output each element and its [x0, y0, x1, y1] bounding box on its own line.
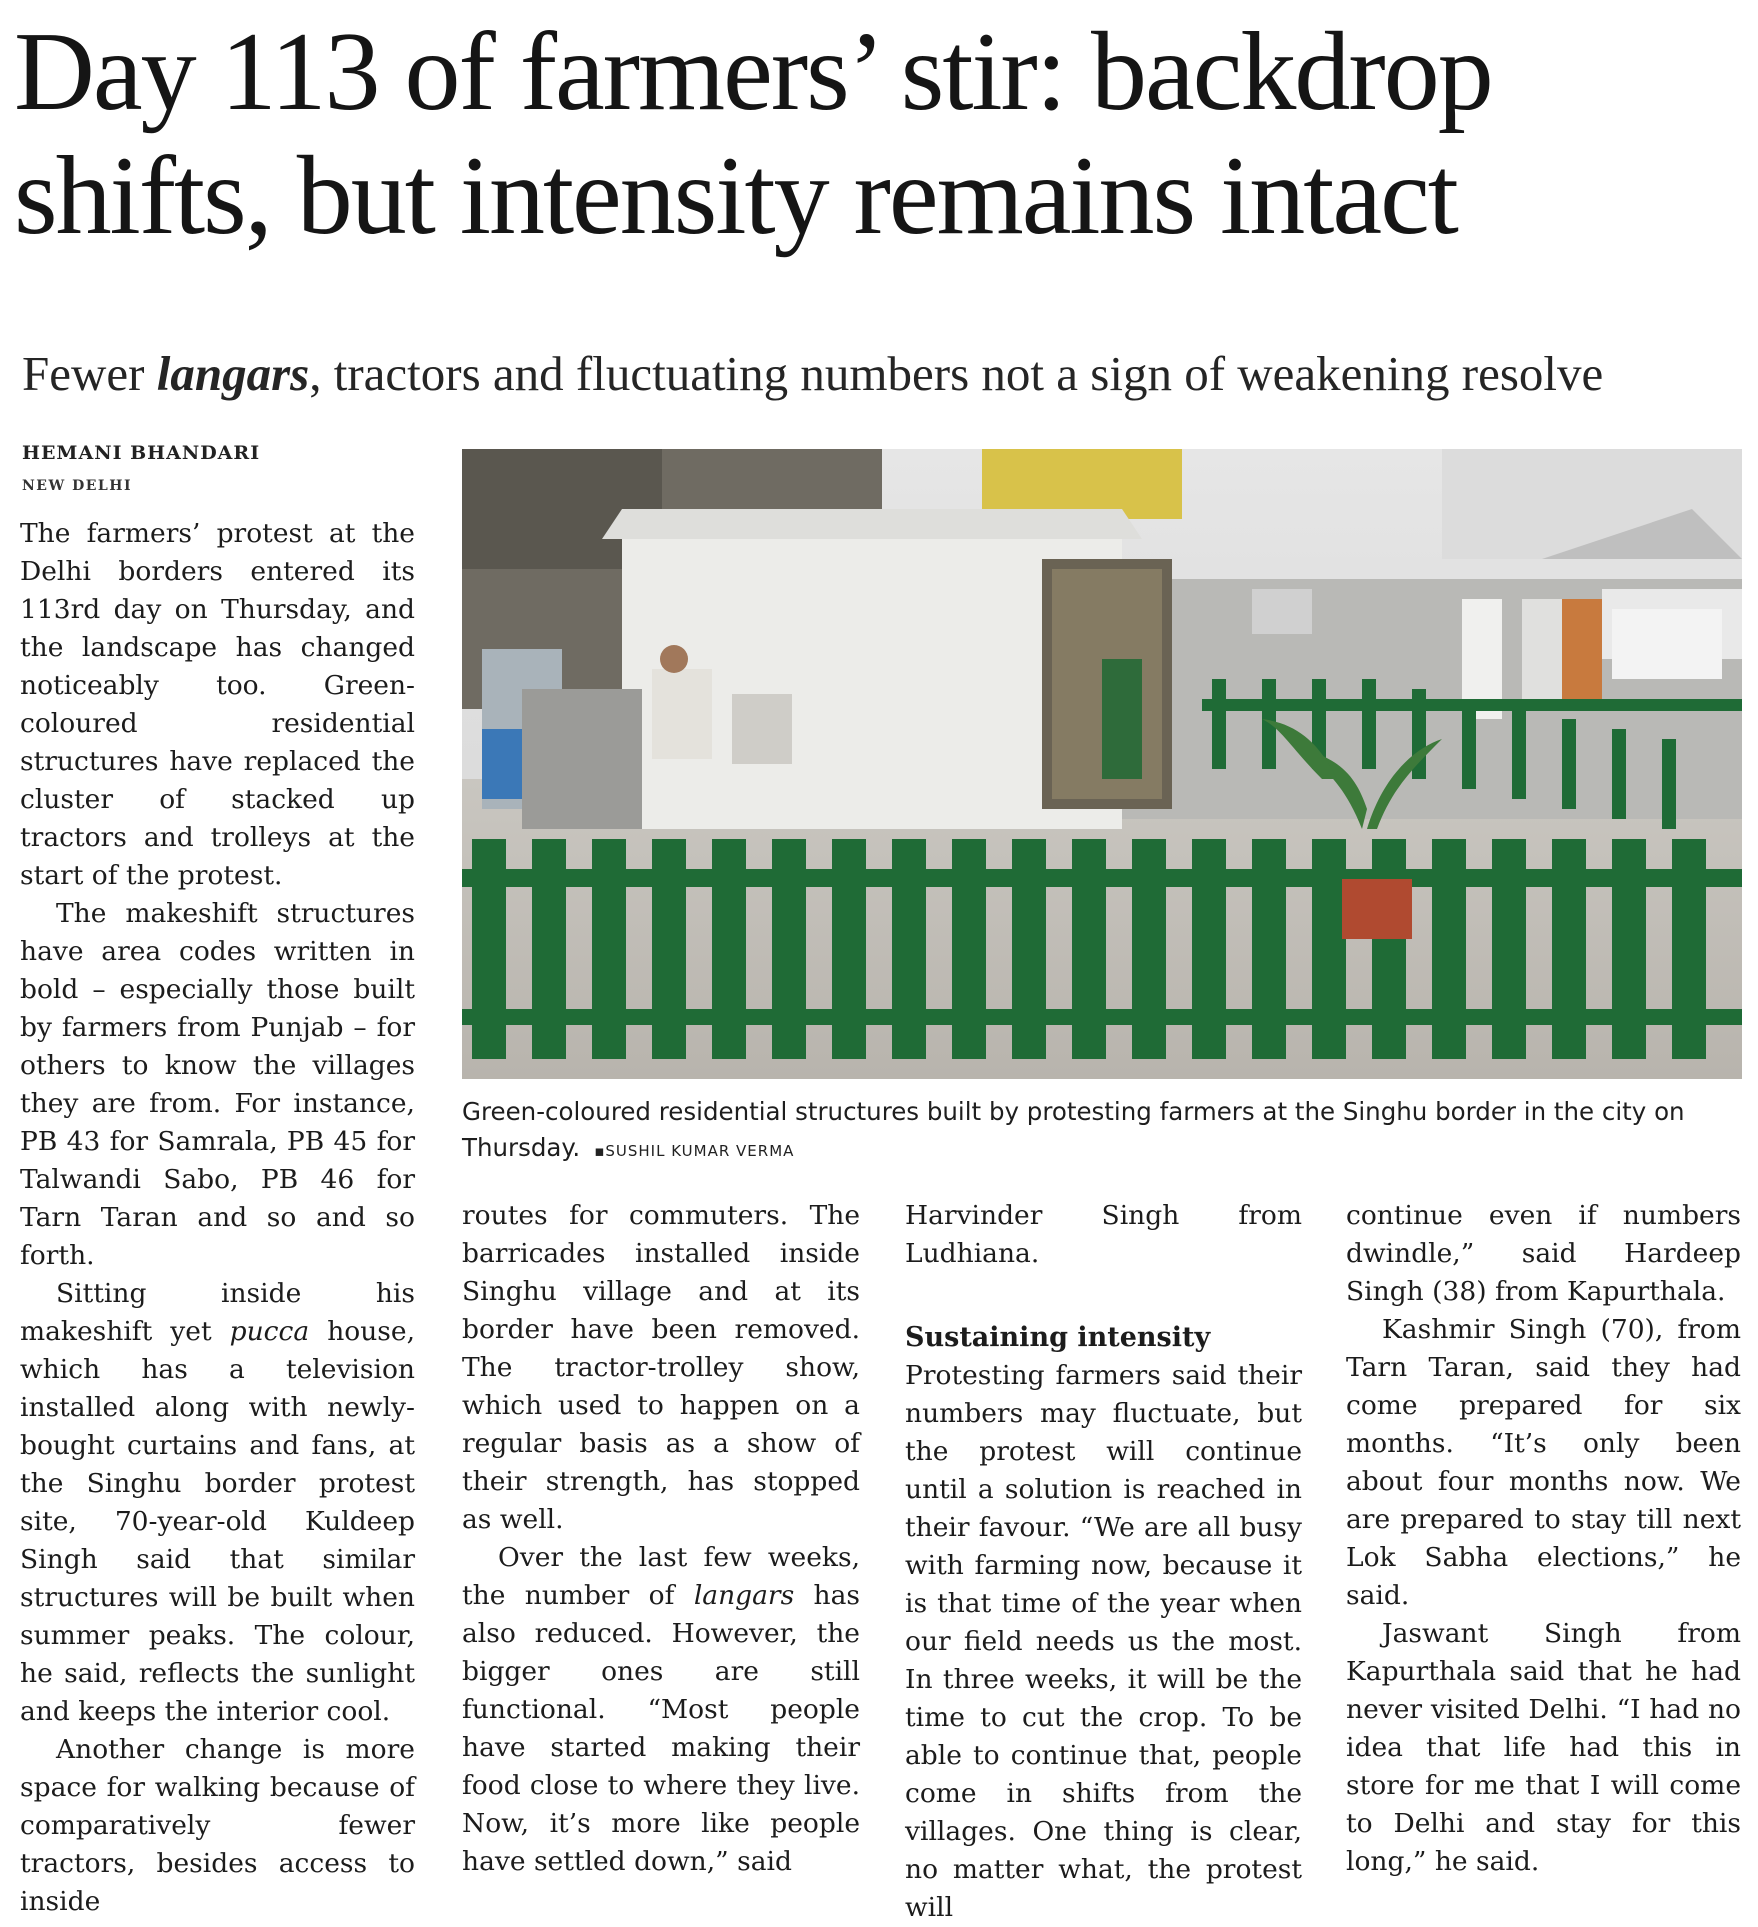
- dateline: NEW DELHI: [22, 478, 132, 494]
- body-column-1: [20, 515, 415, 1921]
- paragraph-3-emphasis: pucca: [229, 1316, 310, 1347]
- headline-line-1: Day 113 of farmers’ stir: backdrop: [14, 10, 1492, 134]
- photo-caption: [462, 1094, 1752, 1169]
- paragraph-8: Jaswant Singh from Kapurthala said that he had never visited Delhi. “I had no idea that life had this in store for me that I will come to Delhi and stay for this long,” he said.: [1346, 1618, 1741, 1877]
- paragraph-5-end: has also reduced. However, the bigger ones are still functional. “Most people have started making their food close to where they live. Now, it’s more like people have settled down,” said: [462, 1580, 861, 1877]
- section-subheading: Sustaining intensity: [905, 1322, 1211, 1353]
- body-column-4: [1346, 1197, 1741, 1881]
- body-column-3: [905, 1197, 1302, 1927]
- paragraph-1: The farmers’ protest at the Delhi borders entered its 113rd day on Thursday, and the landscape has changed noticeably too. Green-coloured residential structures have replaced the cluster of stacked up tractors and trolleys at the start of the protest.: [20, 518, 415, 891]
- paragraph-4: Another change is more space for walking because of comparatively fewer tractors, besides access to inside: [20, 1734, 415, 1917]
- subhead-text-end: , tractors and fluctuating numbers not a sign of weakening resolve: [309, 346, 1604, 401]
- body-column-2: [462, 1197, 860, 1881]
- paragraph-6-continued: continue even if numbers dwindle,” said Hardeep Singh (38) from Kapurthala.: [1346, 1200, 1741, 1307]
- photo-illustration: [462, 449, 1742, 1079]
- paragraph-3: [20, 1275, 415, 1731]
- paragraph-4-continued: routes for commuters. The barricades installed inside Singhu village and at its border have been removed. The tractor-trolley show, which used to happen on a regular basis as a show of their strength, has stopped as well.: [462, 1200, 860, 1535]
- caption-text: Green-coloured residential structures built by protesting farmers at the Singhu border in the city on Thursday.: [462, 1097, 1685, 1162]
- subheadline: [22, 344, 1742, 404]
- paragraph-5-start: Over the last few weeks, the number of: [462, 1542, 860, 1611]
- paragraph-6: Protesting farmers said their numbers may fluctuate, but the protest will continue until a solution is reached in their favour. “We are all busy with farming now, because it is that time of the year when our field needs us the most. In three weeks, it will be the time to cut the crop. To be able to continue that, people come in shifts from the villages. One thing is clear, no matter what, the protest will: [905, 1360, 1302, 1923]
- news-photo: [462, 449, 1742, 1079]
- headline-line-2: shifts, but intensity remains intact: [14, 134, 1457, 258]
- headline: [14, 10, 1744, 258]
- paragraph-5-emphasis: langars: [693, 1580, 795, 1611]
- paragraph-5-continued: Harvinder Singh from Ludhiana.: [905, 1200, 1302, 1269]
- byline: HEMANI BHANDARI: [22, 442, 261, 464]
- paragraph-7: Kashmir Singh (70), from Tarn Taran, said they had come prepared for six months. “It’s only been about four months now. We are prepared to stay till next Lok Sabha elections,” he said.: [1346, 1314, 1741, 1611]
- paragraph-3-end: house, which has a television installed along with newly-bought curtains and fans, at the Singhu border protest site, 70-year-old Kuldeep Singh said that similar structures will be built when summer peaks. The colour, he said, reflects the sunlight and keeps the interior cool.: [20, 1316, 416, 1727]
- subhead-emphasis: langars: [156, 346, 310, 401]
- paragraph-2: The makeshift structures have area codes written in bold – especially those built by farmers from Punjab – for others to know the villages they are from. For instance, PB 43 for Samrala, PB 45 for Talwandi Sabo, PB 46 for Tarn Taran and so and so forth.: [20, 898, 415, 1271]
- paragraph-5: [462, 1539, 860, 1881]
- paragraph-3-start: Sitting inside his makeshift yet: [20, 1278, 415, 1347]
- photo-credit: ▪SUSHIL KUMAR VERMA: [594, 1142, 795, 1160]
- subhead-text-start: Fewer: [22, 346, 157, 401]
